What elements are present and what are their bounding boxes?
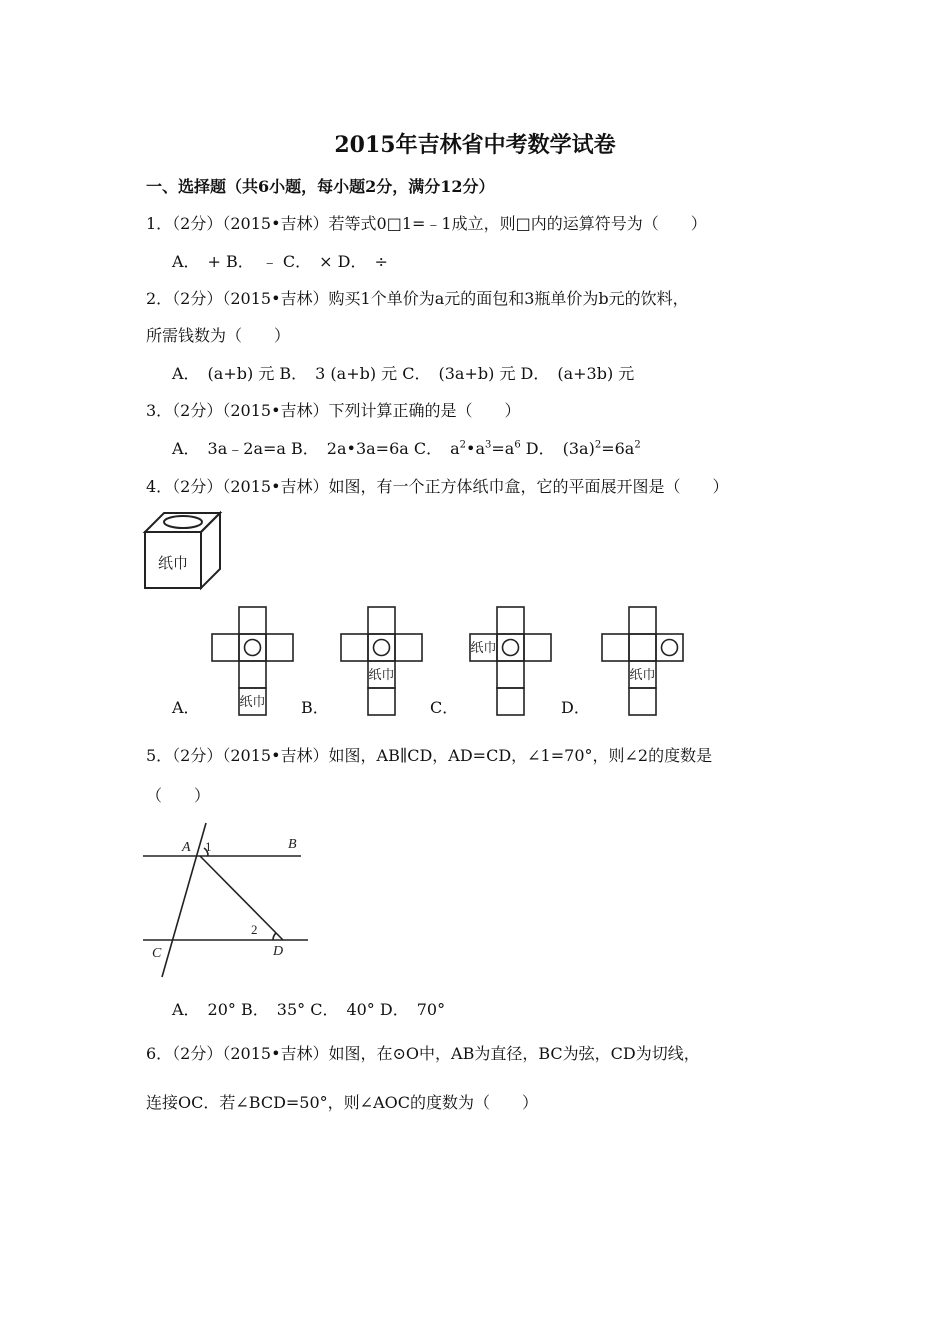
- exponent: 2: [459, 439, 467, 451]
- exponent: 6: [514, 439, 521, 451]
- net-label: 纸巾: [470, 640, 497, 655]
- question-5-options: A． 20° B． 35° C． 40° D． 70°: [172, 1000, 446, 1019]
- tissue-box-label: 纸巾: [157, 556, 189, 572]
- net-label: 纸巾: [629, 667, 656, 682]
- label-b: B: [288, 837, 297, 852]
- exponent: 2: [594, 439, 602, 451]
- net-label: 纸巾: [368, 667, 395, 682]
- q3-opt-text: •a: [466, 439, 486, 458]
- option-d-label: D．: [561, 698, 590, 717]
- q3-opt-text: =a: [491, 439, 515, 458]
- question-4-stem: 4．（2分）（2015•吉林）如图，有一个正方体纸巾盒，它的平面展开图是（ ）: [146, 477, 729, 496]
- q3-opt-a-b-c: A． 3a﹣2a=a B． 2a•3a=6a C． a: [172, 439, 460, 458]
- question-6-stem-line1: 6．（2分）（2015•吉林）如图，在⊙O中，AB为直径，BC为弦，CD为切线，: [146, 1044, 700, 1063]
- exponent: 2: [634, 439, 641, 451]
- section-heading: 一、选择题（共6小题，每小题2分，满分12分）: [146, 177, 495, 196]
- question-2-options: A． (a+b) 元 B． 3 (a+b) 元 C． (3a+b) 元 D． (a+3b) 元: [172, 364, 635, 383]
- page-title: 2015年吉林省中考数学试卷: [334, 132, 616, 158]
- label-a: A: [182, 840, 191, 855]
- q3-opt-text: =6a: [601, 439, 635, 458]
- question-1-stem: 1．（2分）（2015•吉林）若等式0□1=﹣1成立，则□内的运算符号为（ ）: [146, 214, 707, 233]
- question-3-stem: 3．（2分）（2015•吉林）下列计算正确的是（ ）: [146, 401, 521, 420]
- parallel-lines-figure: [138, 820, 313, 980]
- label-c: C: [152, 946, 162, 961]
- tissue-box-figure: [140, 508, 230, 598]
- option-c-label: C．: [430, 698, 459, 717]
- net-label: 纸巾: [239, 694, 266, 709]
- question-1-options: A． + B． ﹣ C． × D． ÷: [172, 252, 388, 271]
- option-a-label: A．: [172, 698, 200, 717]
- question-2-stem-line2: 所需钱数为（ ）: [146, 326, 291, 345]
- question-5-stem-line2: （ ）: [146, 786, 211, 805]
- question-6-stem-line2: 连接OC．若∠BCD=50°，则∠AOC的度数为（ ）: [146, 1093, 538, 1112]
- exponent: 3: [485, 439, 492, 451]
- label-angle-2: 2: [251, 922, 258, 937]
- label-d: D: [273, 944, 284, 959]
- option-b-label: B．: [301, 698, 329, 717]
- q3-opt-d: D． (3a): [520, 439, 595, 458]
- question-5-stem-line1: 5．（2分）（2015•吉林）如图，AB∥CD，AD=CD，∠1=70°，则∠2的度数是: [146, 746, 713, 765]
- label-angle-1: 1: [205, 839, 212, 854]
- question-3-options: [172, 436, 641, 459]
- net-option-d: [600, 605, 715, 715]
- question-2-stem-line1: 2．（2分）（2015•吉林）购买1个单价为a元的面包和3瓶单价为b元的饮料，: [146, 289, 689, 308]
